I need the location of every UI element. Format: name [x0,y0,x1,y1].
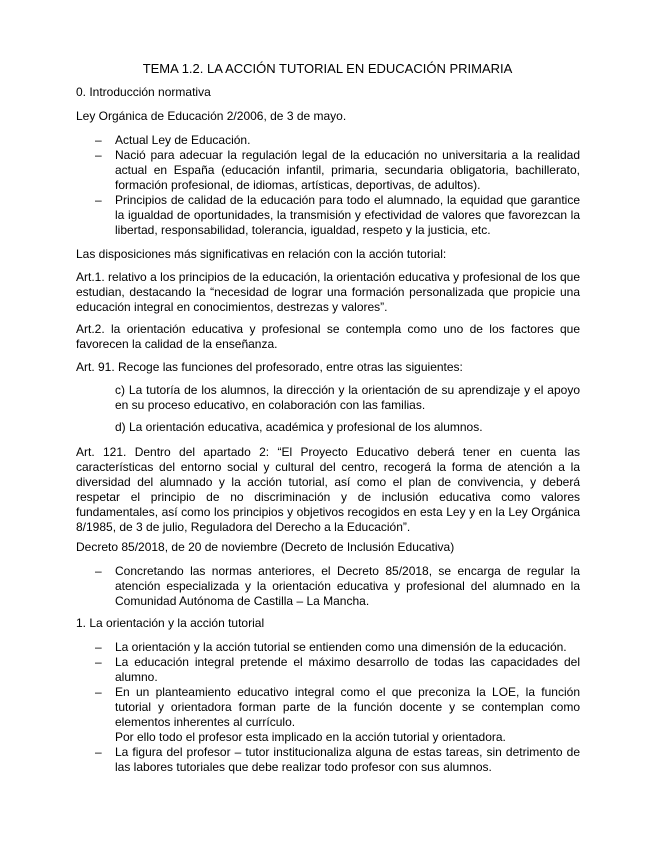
disposiciones-paragraph: Las disposiciones más significativas en relación con la acción tutorial: [76,247,447,261]
document-title: TEMA 1.2. LA ACCIÓN TUTORIAL EN EDUCACIÓN PRIMARIA [142,61,513,76]
list-item: – La educación integral pretende el máximo desarrollo de todas las capacidades del alumno. [95,655,580,684]
decreto-title: Decreto 85/2018, de 20 de noviembre (Decreto de Inclusión Educativa) [76,540,455,554]
section-1-heading: 1. La orientación y la acción tutorial [76,616,265,630]
list-item: – Nació para adecuar la regulación legal de la educación no universitaria a la realidad actual en España (educación infantil, primaria, secundaria obligatoria, bachillerato, formación profesional, de idiomas, artísticas, deportivas, de adultos). [95,148,580,192]
decreto-bullet-list [76,564,580,609]
art91-item-c: c) La tutoría de los alumnos, la dirección y la orientación de su aprendizaje y el apoyo en su proceso educativo, en colaboración con las familias. [115,383,580,412]
law-bullet-list [76,133,580,238]
section-1-bullet-list [76,640,580,775]
art121-paragraph: Art. 121. Dentro del apartado 2: “El Proyecto Educativo deberá tener en cuenta las características del entorno social y cultural del centro, recogerá la forma de atención a la diversidad del alumnado y la acción tutorial, así como el plan de convivencia, y deberá respetar el principio de no discriminación y de inclusión educativa como valores fundamentales, así como los principios y objetivos recogidos en esta Ley y en la Ley Orgánica 8/1985, de 3 de julio, Reguladora del Derecho a la Educación”. [76,445,580,534]
list-item: – Concretando las normas anteriores, el Decreto 85/2018, se encarga de regular la atención especializada y la orientación educativa y profesional del alumnado en la Comunidad Autónoma de Castilla – La Mancha. [95,564,580,608]
list-item: – Actual Ley de Educación. [95,133,251,147]
list-item-continuation: Por ello todo el profesor esta implicado en la acción tutorial y orientadora. [115,730,506,744]
art2-paragraph: Art.2. la orientación educativa y profesional se contempla como uno de los factores que favorecen la calidad de la enseñanza. [76,322,580,351]
section-0-heading: 0. Introducción normativa [76,85,211,99]
art1-paragraph: Art.1. relativo a los principios de la educación, la orientación educativa y profesional de los que estudian, destacando la “necesidad de lograr una formación personalizada que propicie una educación integral en conocimientos, destrezas y valores”. [76,270,580,314]
list-item: – Principios de calidad de la educación para todo el alumnado, la equidad que garantice la igualdad de oportunidades, la transmisión y efectividad de valores que favorezcan la libertad, responsabilidad, tolerancia, igualdad, respeto y la justicia, etc. [95,193,580,237]
list-item: – En un planteamiento educativo integral como el que preconiza la LOE, la función tutorial y orientadora forman parte de la función docente y se contemplan como elementos inherentes al currículo. Por ello todo el profesor esta implicado en la acción tutorial y orientadora. [95,685,580,744]
art91-item-d: d) La orientación educativa, académica y profesional de los alumnos. [115,420,483,434]
list-item: – La figura del profesor – tutor institucionaliza alguna de estas tareas, sin detrimento de las labores tutoriales que debe realizar todo profesor con sus alumnos. [95,745,580,774]
law-title: Ley Orgánica de Educación 2/2006, de 3 de mayo. [76,109,347,123]
list-item: – La orientación y la acción tutorial se entienden como una dimensión de la educación. [95,640,567,654]
art91-paragraph: Art. 91. Recoge las funciones del profesorado, entre otras las siguientes: [76,360,463,374]
